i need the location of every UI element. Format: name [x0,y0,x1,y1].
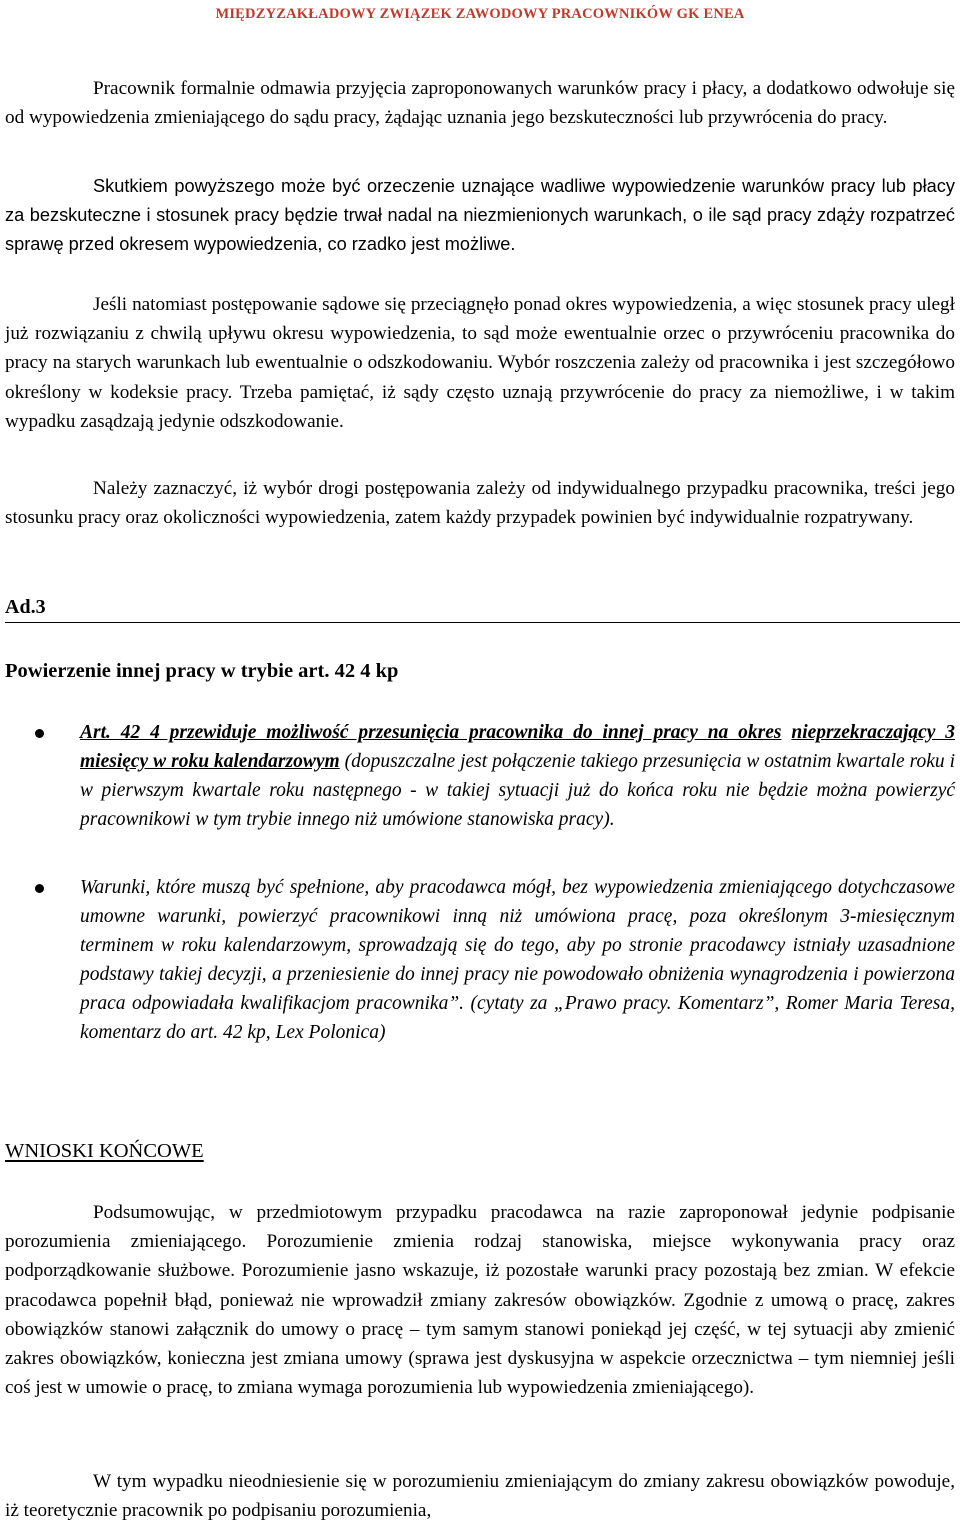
bullet-emphasis-1: Art. 42 4 przewiduje możliwość przesunięcia pracownika do innej pracy na okres [80,722,782,743]
paragraph-summary: Podsumowując, w przedmiotowym przypadku pracodawca na razie zaproponował jedynie podpisanie porozumienia zmieniającego. Porozumienie zmienia rodzaj stanowiska, miejsce wykonywania pracy oraz podporządkowanie służbowe. Porozumienie jasno wskazuje, iż pozostałe warunki pracy pozostają bez zmian. W efekcie pracodawca popełnił błąd, ponieważ nie wprowadził zmiany zakresów obowiązków. Zgodnie z umową o pracę, zakres obowiązków stanowi załącznik do umowy o pracę – tym samym stanowi poniekąd jej część, w tej sytuacji aby zmienić zakres obowiązków, konieczna jest zmiana umowy (sprawa jest dyskusyjna w aspekcie orzecznictwa – tym niemniej jeśli coś jest w umowie o pracę, to zmiana wymaga porozumienia lub wypowiedzenia zmieniającego). [5,1202,955,1399]
paragraph-scope-of-duties: W tym wypadku nieodniesienie się w porozumieniu zmieniającym do zmiany zakresu obowiązków powoduje, iż teoretycznie pracownik po podpisaniu porozumienia, [5,1471,955,1522]
conclusions-heading: WNIOSKI KOŃCOWE [5,1140,204,1162]
paragraph-refusal: Pracownik formalnie odmawia przyjęcia zaproponowanych warunków pracy i płacy, a dodatkowo odwołuje się od wypowiedzenia zmieniającego do sądu pracy, żądając uznania jego bezskuteczności lub przywrócenia do pracy. [5,78,955,129]
section-divider-ad3 [5,592,960,623]
section-label-ad3: Ad.3 [5,596,46,618]
bullet-dot-icon [35,884,44,893]
bullet-text-art42 [80,718,955,834]
bullet-dot-icon [35,729,44,738]
paragraph-court-proceedings: Jeśli natomiast postępowanie sądowe się przeciągnęło ponad okres wypowiedzenia, a więc stosunek pracy uległ już rozwiązaniu z chwilą upływu okresu wypowiedzenia, to sąd może ewentualnie orzec o przywróceniu pracownika do pracy na starych warunkach lub ewentualnie o odszkodowaniu. Wybór roszczenia zależy od pracownika i jest szczegółowo określony w kodeksie pracy. Trzeba pamiętać, iż sądy często uznają przywrócenie do pracy za niemożliwe, i w takim wypadku zasądzają jedynie odszkodowanie. [5,294,955,432]
section-heading-ad3: Powierzenie innej pracy w trybie art. 42 4 kp [5,660,399,682]
bullet-text-conditions: Warunki, które muszą być spełnione, aby pracodawca mógł, bez wypowiedzenia zmieniającego dotychczasowe umowne warunki, powierzyć pracownikowi inną niż umówiona pracę, poza określonym 3-miesięcznym terminem w roku kalendarzowym, sprowadzają się do tego, aby po stronie pracodawcy istniały uzasadnione podstawy takiej decyzji, a przeniesienie do innej pracy nie powodowało obniżenia wynagrodzenia i powierzona praca odpowiadała kwalifikacjom pracownika”. (cytaty za „Prawo pracy. Komentarz”, Romer Maria Teresa, komentarz do art. 42 kp, Lex Polonica) [80,877,955,1044]
bullet-text-rest: (dopuszczalne jest połączenie takiego przesunięcia w ostatnim kwartale roku i w pierwszym kwartale roku następnego - w takiej sytuacji już do końca roku nie będzie można powierzyć pracownikowi w tym trybie innego niż umówione stanowiska pracy). [80,751,955,831]
paragraph-individual-case: Należy zaznaczyć, iż wybór drogi postępowania zależy od indywidualnego przypadku pracownika, treści jego stosunku pracy oraz okoliczności wypowiedzenia, zatem każdy przypadek powinien być indywidualnie rozpatrywany. [5,478,955,529]
bullet-emphasis-2: nieprzekraczający 3 miesięcy w roku kalendarzowym [80,722,956,773]
running-header: MIĘDZYZAKŁADOWY ZWIĄZEK ZAWODOWY PRACOWNIKÓW GK ENEA [215,6,745,22]
paragraph-consequences: Skutkiem powyższego może być orzeczenie uznające wadliwe wypowiedzenie warunków pracy lub płacy za bezskuteczne i stosunek pracy będzie trwał nadal na niezmienionych warunkach, o ile sąd pracy zdąży rozpatrzeć sprawę przed okresem wypowiedzenia, co rzadko jest możliwe. [5,176,955,255]
